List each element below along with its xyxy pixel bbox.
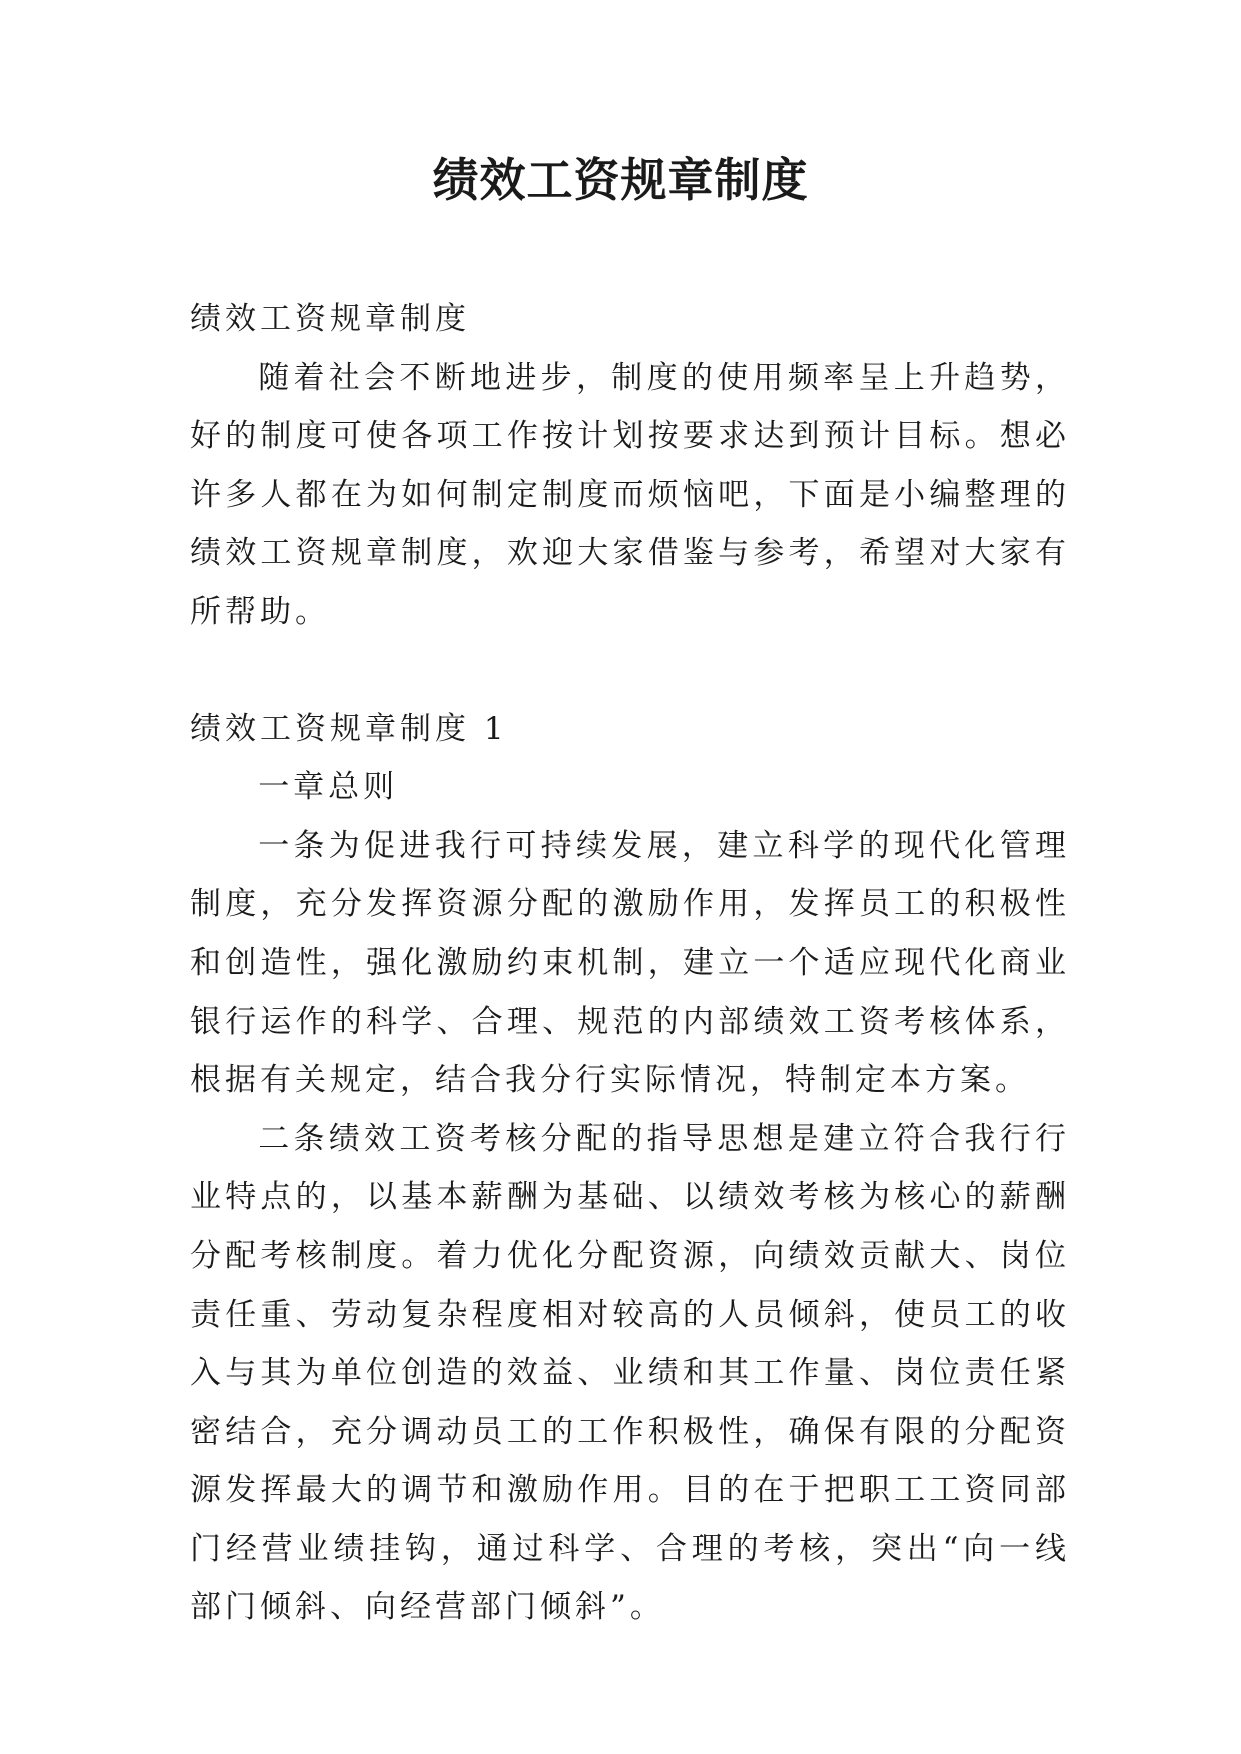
- section-heading: 绩效工资规章制度 1: [190, 710, 508, 747]
- document-subtitle: 绩效工资规章制度: [190, 301, 470, 337]
- document-title: 绩效工资规章制度: [432, 153, 809, 207]
- article-1-paragraph: 一条为促进我行可持续发展，建立科学的现代化管理制度，充分发挥资源分配的激励作用，发挥员工的积极性和创造性，强化激励约束机制，建立一个适应现代化商业银行运作的科学、合理、规范的内部绩效工资考核体系，根据有关规定，结合我分行实际情况，特制定本方案。: [190, 827, 1070, 1099]
- article-2-paragraph: 二条绩效工资考核分配的指导思想是建立符合我行行业特点的，以基本薪酬为基础、以绩效考核为核心的薪酬分配考核制度。着力优化分配资源，向绩效贡献大、岗位责任重、劳动复杂程度相对较高的人员倾斜，使员工的收入与其为单位创造的效益、业绩和其工作量、岗位责任紧密结合，充分调动员工的工作积极性，确保有限的分配资源发挥最大的调节和激励作用。目的在于把职工工资同部门经营业绩挂钩，通过科学、合理的考核，突出“向一线部门倾斜、向经营部门倾斜”。: [190, 1120, 1070, 1626]
- intro-paragraph: 随着社会不断地进步，制度的使用频率呈上升趋势，好的制度可使各项工作按计划按要求达到预计目标。想必许多人都在为如何制定制度而烦恼吧，下面是小编整理的绩效工资规章制度，欢迎大家借鉴与参考，希望对大家有所帮助。: [190, 359, 1070, 630]
- document-body: [190, 290, 1070, 1637]
- chapter-heading: 一章总则: [258, 769, 399, 806]
